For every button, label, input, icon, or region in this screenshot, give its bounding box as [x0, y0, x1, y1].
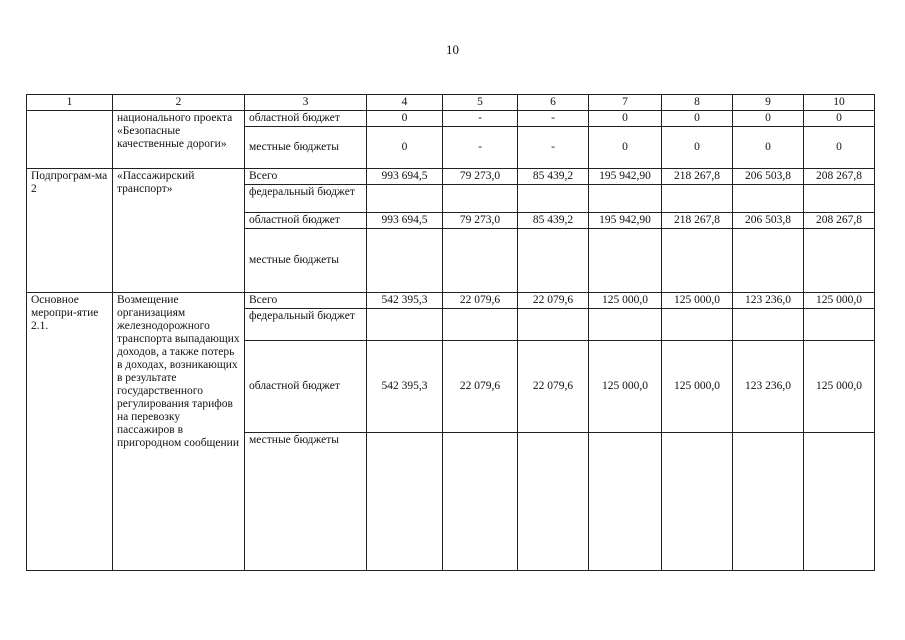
value-cell	[733, 185, 804, 213]
value-cell: -	[443, 127, 518, 169]
funding-source-cell: местные бюджеты	[245, 127, 367, 169]
value-cell	[518, 185, 589, 213]
value-cell: 208 267,8	[804, 169, 875, 185]
value-cell: 993 694,5	[367, 169, 443, 185]
funding-source-cell: областной бюджет	[245, 111, 367, 127]
value-cell: 79 273,0	[443, 213, 518, 229]
value-cell	[662, 229, 733, 293]
value-cell: 125 000,0	[804, 341, 875, 433]
header-cell: 2	[113, 95, 245, 111]
table-row	[27, 293, 875, 309]
funding-source-cell: областной бюджет	[245, 213, 367, 229]
value-cell	[662, 309, 733, 341]
description-cell: «Пассажирский транспорт»	[113, 169, 245, 293]
header-cell: 7	[589, 95, 662, 111]
value-cell	[589, 229, 662, 293]
header-cell: 10	[804, 95, 875, 111]
value-cell: 85 439,2	[518, 169, 589, 185]
funding-source-cell: федеральный бюджет	[245, 185, 367, 213]
value-cell	[804, 433, 875, 571]
value-cell	[367, 433, 443, 571]
value-cell	[443, 229, 518, 293]
value-cell: 0	[662, 127, 733, 169]
value-cell: 22 079,6	[443, 341, 518, 433]
value-cell: -	[518, 127, 589, 169]
value-cell: -	[443, 111, 518, 127]
value-cell: 195 942,90	[589, 169, 662, 185]
value-cell: 0	[589, 111, 662, 127]
value-cell	[367, 309, 443, 341]
value-cell: 125 000,0	[589, 341, 662, 433]
value-cell	[443, 309, 518, 341]
value-cell: 195 942,90	[589, 213, 662, 229]
header-cell: 9	[733, 95, 804, 111]
page-number: 10	[446, 42, 459, 57]
value-cell: 542 395,3	[367, 341, 443, 433]
value-cell: 993 694,5	[367, 213, 443, 229]
header-cell: 6	[518, 95, 589, 111]
value-cell: 0	[589, 127, 662, 169]
value-cell: 125 000,0	[662, 293, 733, 309]
value-cell	[367, 229, 443, 293]
value-cell	[662, 433, 733, 571]
value-cell: 22 079,6	[518, 341, 589, 433]
value-cell: 218 267,8	[662, 169, 733, 185]
value-cell: 0	[367, 127, 443, 169]
funding-source-cell: областной бюджет	[245, 341, 367, 433]
header-cell: 5	[443, 95, 518, 111]
value-cell	[804, 185, 875, 213]
value-cell: 218 267,8	[662, 213, 733, 229]
value-cell: 79 273,0	[443, 169, 518, 185]
description-cell: национального проекта «Безопасные качественные дороги»	[113, 111, 245, 169]
value-cell	[518, 229, 589, 293]
value-cell: 22 079,6	[443, 293, 518, 309]
value-cell	[443, 185, 518, 213]
budget-table	[26, 94, 875, 571]
value-cell	[589, 309, 662, 341]
table-row	[27, 111, 875, 127]
value-cell	[367, 185, 443, 213]
value-cell: 542 395,3	[367, 293, 443, 309]
program-cell: Основное меропри-ятие 2.1.	[27, 293, 113, 571]
value-cell	[733, 309, 804, 341]
value-cell: 22 079,6	[518, 293, 589, 309]
value-cell: 206 503,8	[733, 169, 804, 185]
description-cell: Возмещение организациям железнодорожного транспорта выпадающих доходов, а также потерь в доходах, возникающих в результате государственного регулирования тарифов на перевозку пассажиров в пригородном сообщении	[113, 293, 245, 571]
value-cell: 0	[733, 127, 804, 169]
value-cell: 125 000,0	[662, 341, 733, 433]
value-cell	[804, 229, 875, 293]
value-cell: 125 000,0	[804, 293, 875, 309]
program-cell: Подпрограм-ма 2	[27, 169, 113, 293]
table-row	[27, 169, 875, 185]
header-row	[27, 95, 875, 111]
header-cell: 8	[662, 95, 733, 111]
funding-source-cell: местные бюджеты	[245, 229, 367, 293]
value-cell: 123 236,0	[733, 341, 804, 433]
value-cell	[733, 433, 804, 571]
program-cell	[27, 111, 113, 169]
value-cell	[518, 433, 589, 571]
value-cell: 0	[662, 111, 733, 127]
funding-source-cell: Всего	[245, 293, 367, 309]
value-cell: 0	[733, 111, 804, 127]
value-cell	[662, 185, 733, 213]
value-cell: 206 503,8	[733, 213, 804, 229]
value-cell: 85 439,2	[518, 213, 589, 229]
value-cell: 123 236,0	[733, 293, 804, 309]
value-cell: 0	[367, 111, 443, 127]
value-cell	[589, 433, 662, 571]
header-cell: 1	[27, 95, 113, 111]
funding-source-cell: Всего	[245, 169, 367, 185]
funding-source-cell: местные бюджеты	[245, 433, 367, 571]
value-cell	[589, 185, 662, 213]
value-cell: 0	[804, 127, 875, 169]
value-cell	[443, 433, 518, 571]
funding-source-cell: федеральный бюджет	[245, 309, 367, 341]
value-cell: 208 267,8	[804, 213, 875, 229]
value-cell: -	[518, 111, 589, 127]
value-cell	[804, 309, 875, 341]
value-cell	[518, 309, 589, 341]
value-cell	[733, 229, 804, 293]
header-cell: 4	[367, 95, 443, 111]
value-cell: 0	[804, 111, 875, 127]
header-cell: 3	[245, 95, 367, 111]
value-cell: 125 000,0	[589, 293, 662, 309]
